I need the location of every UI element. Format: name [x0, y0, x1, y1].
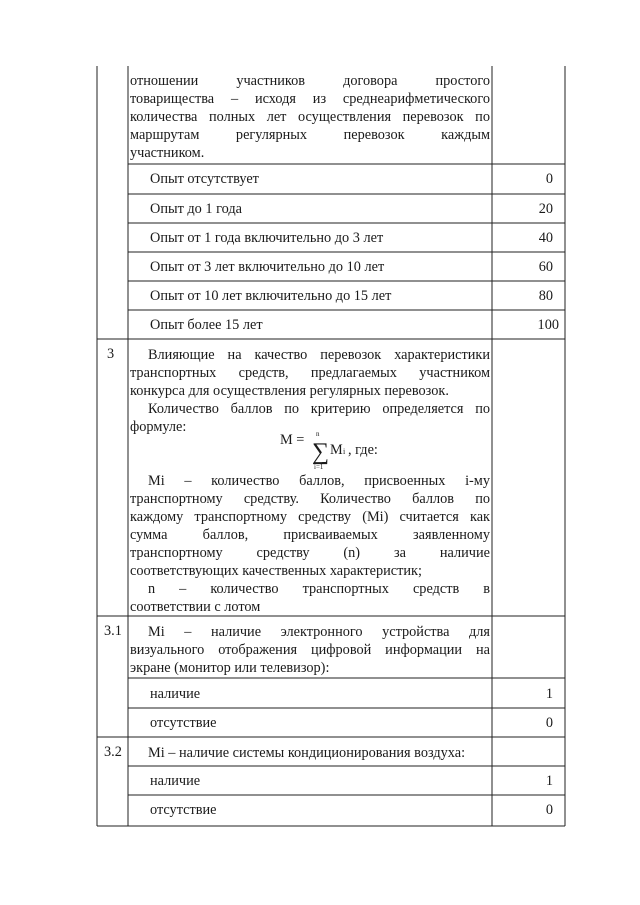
formula-term-sub: i — [343, 447, 346, 456]
row3-para2 — [130, 400, 490, 436]
option-label: Опыт от 3 лет включительно до 10 лет — [150, 259, 385, 275]
row31-line: визуального отображения цифровой информации на — [130, 642, 490, 658]
option-label: Опыт от 1 года включительно до 3 лет — [150, 230, 384, 246]
block1-line: маршрутам регулярных перевозок каждым — [130, 127, 490, 143]
row-number: 3.1 — [104, 623, 122, 639]
row3-line: n – количество транспортных средств в — [148, 581, 490, 597]
row31-text — [130, 623, 490, 677]
block1-line: участником. — [130, 145, 205, 161]
row3-line: соответствующих качественных характеристик; — [130, 563, 422, 579]
option-score: 80 — [538, 288, 553, 304]
formula-sum-bottom: i=1 — [314, 463, 324, 471]
option-label: наличие — [150, 686, 201, 702]
row3-line: Mi – количество баллов, присвоенных i-му — [148, 473, 490, 489]
option-score: 0 — [545, 802, 553, 818]
option-score: 0 — [545, 171, 553, 187]
option-label: отсутствие — [150, 802, 217, 818]
block1-text — [130, 72, 490, 162]
option-score: 20 — [538, 201, 553, 217]
row32-text: Mi – наличие системы кондиционирования воздуха: — [148, 745, 466, 761]
row3-line: сумма баллов, присваиваемых заявленному — [130, 527, 490, 543]
option-label: отсутствие — [150, 715, 217, 731]
option-label: Опыт до 1 года — [150, 201, 242, 217]
option-score: 40 — [538, 230, 553, 246]
row3-line: соответствии с лотом — [130, 599, 261, 615]
row-number: 3.2 — [104, 744, 122, 760]
option-score: 1 — [545, 686, 553, 702]
row3-line: транспортному средству (n) за наличие — [130, 545, 490, 561]
row3-line: Количество баллов по критерию определяется по — [148, 401, 490, 417]
option-score: 1 — [545, 773, 553, 789]
row3-line: Влияющие на качество перевозок характеристики — [148, 347, 490, 363]
formula-left: M = — [280, 432, 305, 448]
option-label: Опыт более 15 лет — [150, 317, 263, 333]
formula-sum-sign: ∑ — [312, 439, 330, 465]
row3-line: каждому транспортному средству (Mi) считается как — [130, 509, 490, 525]
block1-line: товарищества – исходя из среднеарифметического — [130, 91, 490, 107]
row-number: 3 — [107, 346, 115, 362]
block1-line: количества полных лет осуществления перевозок по — [130, 109, 490, 125]
option-label: Опыт отсутствует — [150, 171, 259, 187]
option-label: наличие — [150, 773, 201, 789]
option-label: Опыт от 10 лет включительно до 15 лет — [150, 288, 392, 304]
formula-term: M — [330, 442, 343, 458]
row3-line: транспортному средству. Количество баллов по — [130, 491, 490, 507]
row31-line: Mi – наличие электронного устройства для — [148, 624, 490, 640]
row3-line: транспортных средств, предлагаемых участником — [130, 365, 490, 381]
formula-suffix: , где: — [348, 442, 378, 458]
row3-para1 — [130, 346, 490, 400]
option-score: 60 — [538, 259, 553, 275]
row31-line: экране (монитор или телевизор): — [130, 660, 330, 676]
option-score: 0 — [545, 715, 553, 731]
row3-para3 — [130, 472, 490, 616]
block1-line: отношении участников договора простого — [130, 73, 490, 89]
row3-line: формуле: — [130, 419, 187, 435]
row3-line: конкурса для осуществления регулярных перевозок. — [130, 383, 449, 399]
formula-sum-top: n — [316, 430, 320, 438]
option-score: 100 — [537, 317, 559, 333]
